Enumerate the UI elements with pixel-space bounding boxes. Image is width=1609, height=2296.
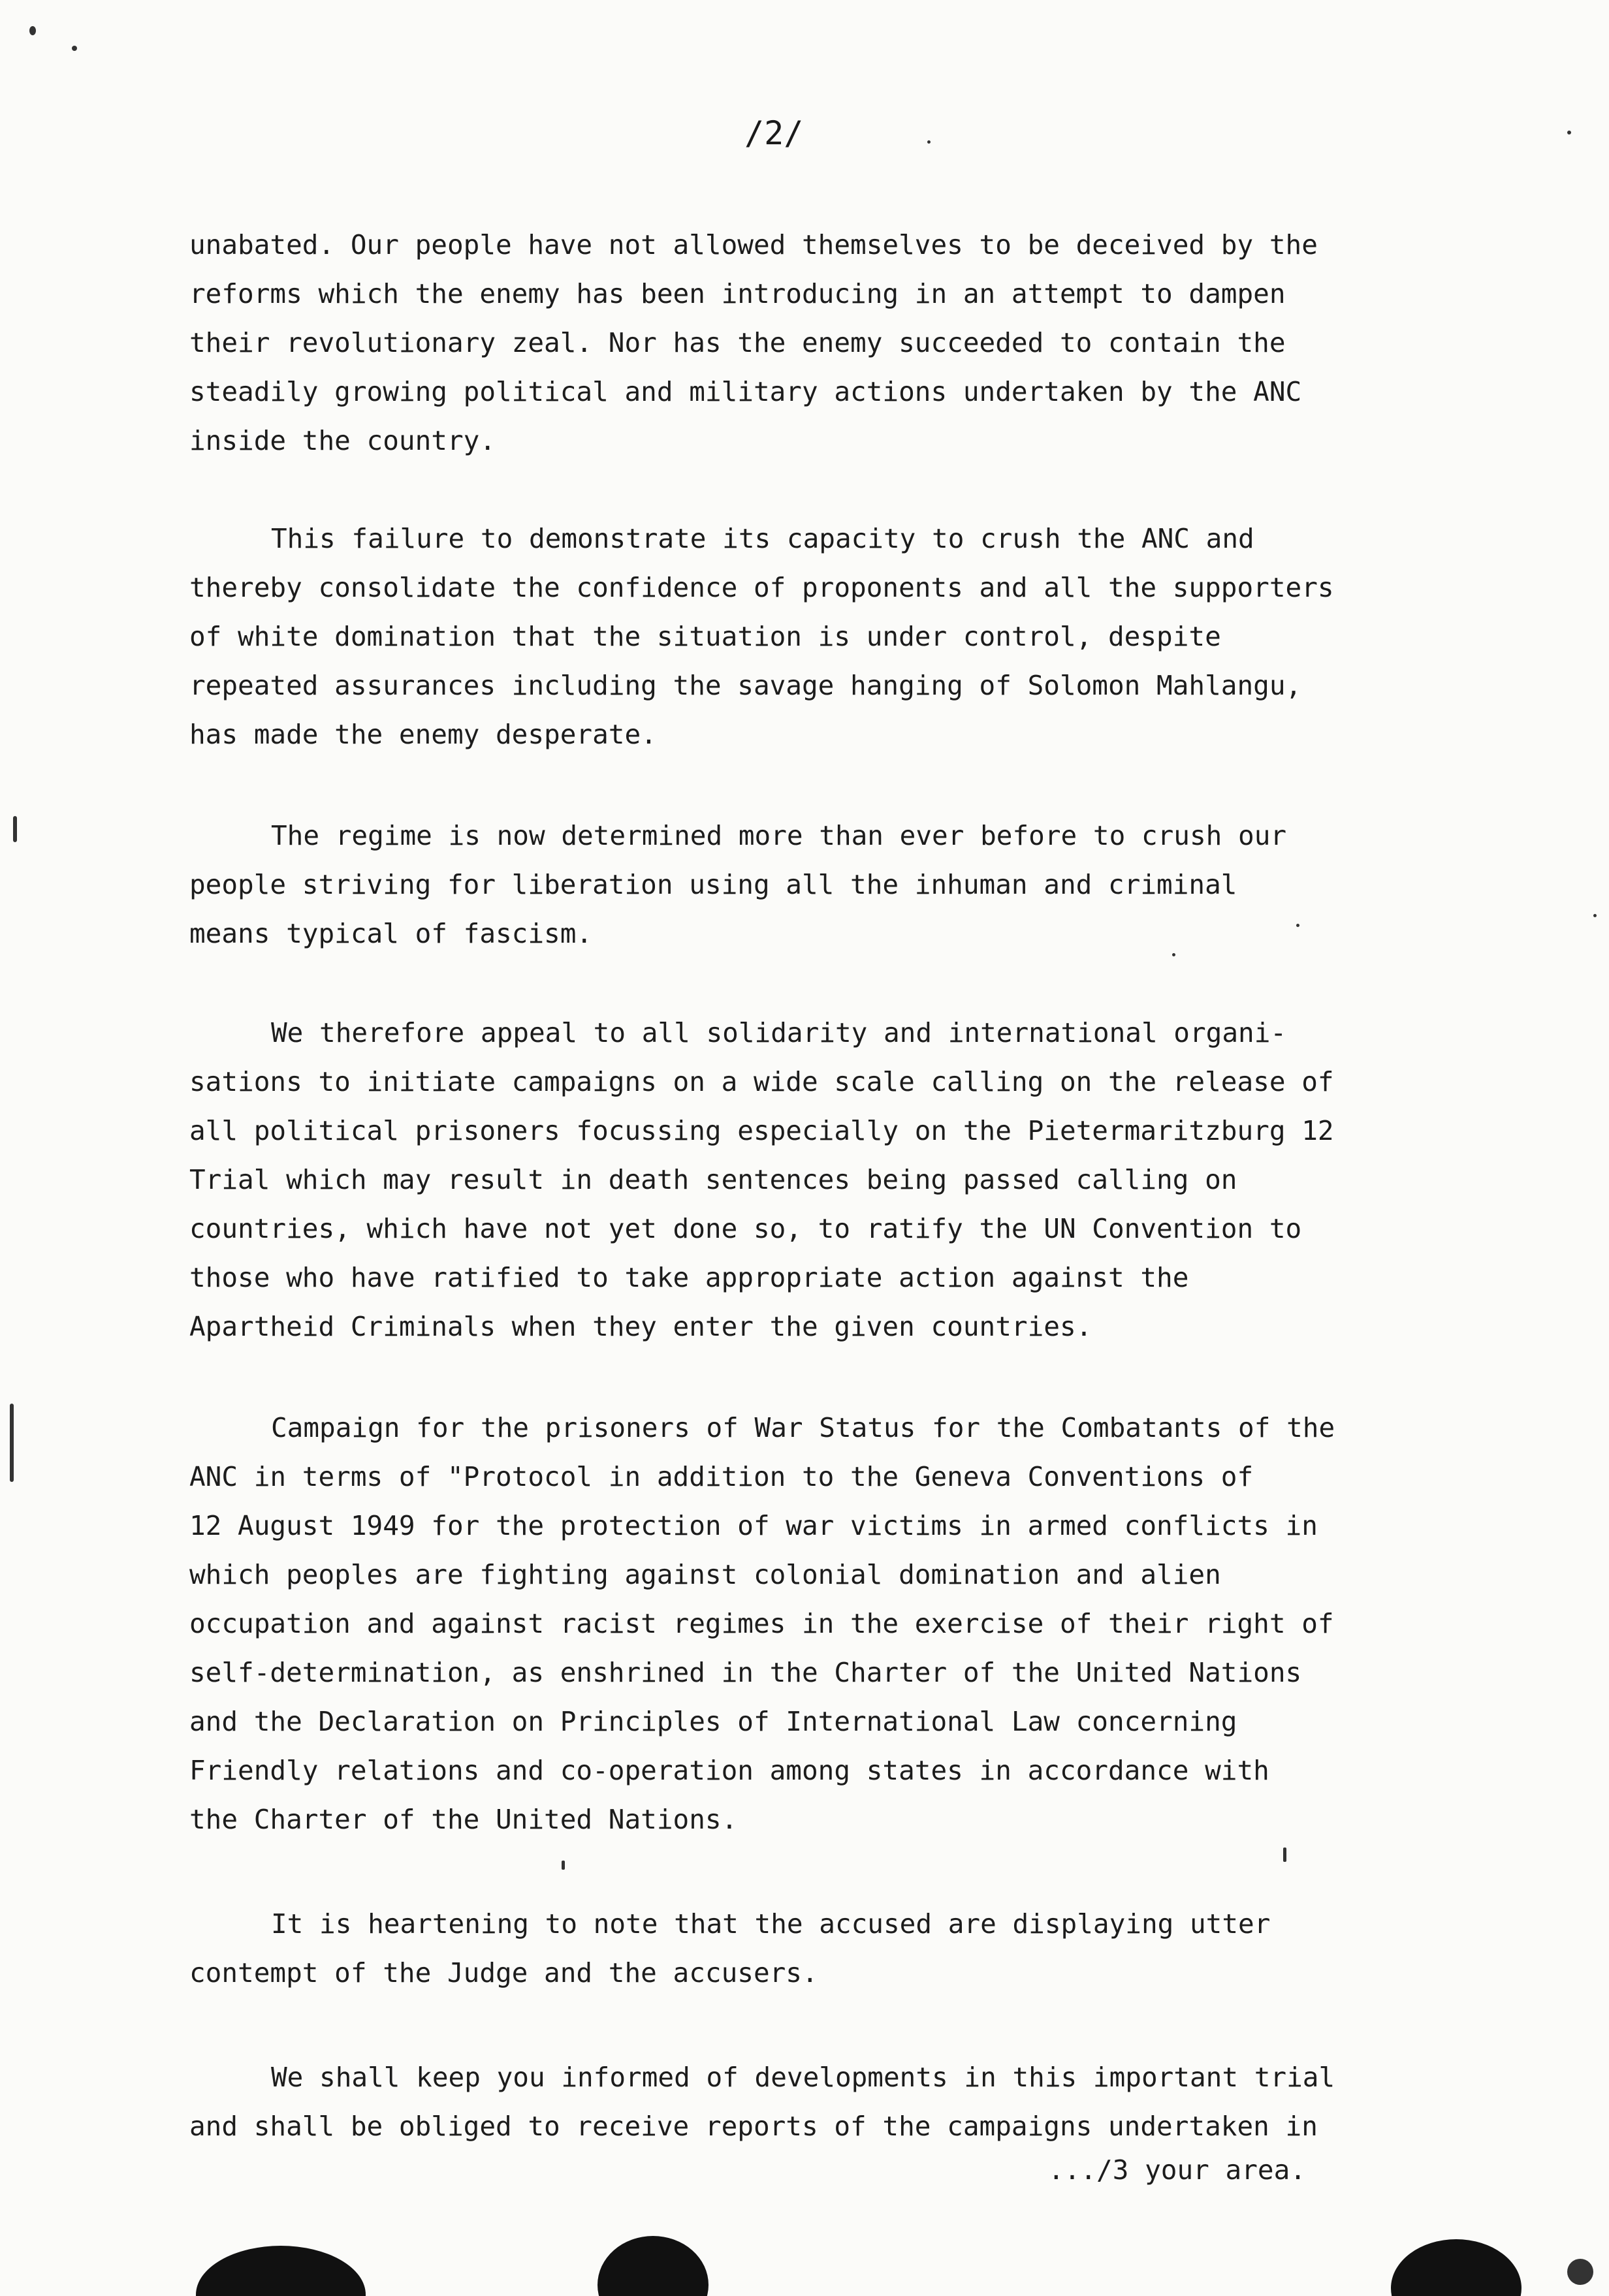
- text-line: countries, which have not yet done so, to ratify the UN Convention to: [189, 1213, 1302, 1244]
- text-line: Campaign for the prisoners of War Status for the Combatants of the: [271, 1412, 1335, 1443]
- scan-blot-right: [1391, 2239, 1521, 2296]
- text-line: ANC in terms of "Protocol in addition to the Geneva Conventions of: [189, 1461, 1254, 1492]
- text-line: people striving for liberation using all the inhuman and criminal: [189, 869, 1237, 900]
- text-line: sations to initiate campaigns on a wide scale calling on the release of: [189, 1066, 1334, 1097]
- text-line: of white domination that the situation is under control, despite: [189, 621, 1221, 652]
- text-line: Friendly relations and co-operation among states in accordance with: [189, 1755, 1269, 1786]
- text-line: self-determination, as enshrined in the Charter of the United Nations: [189, 1657, 1302, 1688]
- scan-speck: [927, 140, 931, 144]
- text-line: repeated assurances including the savage hanging of Solomon Mahlangu,: [189, 670, 1302, 701]
- scan-speck: [72, 46, 77, 51]
- text-line: inside the country.: [189, 425, 496, 456]
- paragraph-1: [189, 221, 1358, 465]
- text-line: those who have ratified to take appropriate action against the: [189, 1262, 1189, 1293]
- scan-speck: [1283, 1848, 1286, 1862]
- scan-blot-center: [597, 2236, 709, 2296]
- text-line: contempt of the Judge and the accusers.: [189, 1957, 818, 1989]
- text-line: reforms which the enemy has been introducing in an attempt to dampen: [189, 278, 1286, 309]
- scan-speck: [562, 1861, 565, 1870]
- scan-speck: [10, 1404, 14, 1482]
- text-line: all political prisoners focussing especially on the Pietermaritzburg 12: [189, 1115, 1334, 1146]
- text-line: We therefore appeal to all solidarity and international organi-: [271, 1017, 1287, 1048]
- scan-speck: [1567, 131, 1571, 134]
- text-line: means typical of fascism.: [189, 918, 593, 949]
- text-line: It is heartening to note that the accused are displaying utter: [271, 1908, 1271, 1940]
- text-line: which peoples are fighting against colonial domination and alien: [189, 1559, 1221, 1590]
- paragraph-6: [189, 1900, 1358, 1998]
- text-line: The regime is now determined more than ever before to crush our: [271, 820, 1287, 851]
- text-line: This failure to demonstrate its capacity to crush the ANC and: [271, 523, 1254, 554]
- scan-speck: [1567, 2259, 1593, 2285]
- text-line: has made the enemy desperate.: [189, 719, 657, 750]
- paragraph-4: [189, 1009, 1358, 1351]
- text-line: unabated. Our people have not allowed themselves to be deceived by the: [189, 229, 1318, 260]
- scan-speck: [29, 26, 36, 35]
- text-line: Apartheid Criminals when they enter the given countries.: [189, 1311, 1092, 1342]
- scan-speck: [13, 816, 17, 842]
- text-line: 12 August 1949 for the protection of war victims in armed conflicts in: [189, 1510, 1318, 1541]
- text-line: occupation and against racist regimes in the exercise of their right of: [189, 1608, 1334, 1639]
- scan-speck: [1593, 914, 1597, 917]
- page-number: /2/: [744, 114, 804, 152]
- text-line: We shall keep you informed of developments in this important trial: [271, 2062, 1335, 2093]
- text-line: and shall be obliged to receive reports of the campaigns undertaken in: [189, 2111, 1318, 2142]
- paragraph-2: [189, 514, 1358, 759]
- paragraph-3: [189, 811, 1358, 958]
- text-line: thereby consolidate the confidence of proponents and all the supporters: [189, 572, 1334, 603]
- paragraph-7: [189, 2053, 1358, 2151]
- text-line: the Charter of the United Nations.: [189, 1804, 738, 1835]
- scan-blot-left: [196, 2246, 366, 2296]
- text-line: and the Declaration on Principles of International Law concerning: [189, 1706, 1237, 1737]
- text-line: their revolutionary zeal. Nor has the enemy succeeded to contain the: [189, 327, 1286, 358]
- text-line: steadily growing political and military actions undertaken by the ANC: [189, 376, 1302, 407]
- continuation-marker: .../3 your area.: [1048, 2154, 1306, 2186]
- text-line: Trial which may result in death sentences being passed calling on: [189, 1164, 1237, 1195]
- paragraph-5: [189, 1404, 1358, 1844]
